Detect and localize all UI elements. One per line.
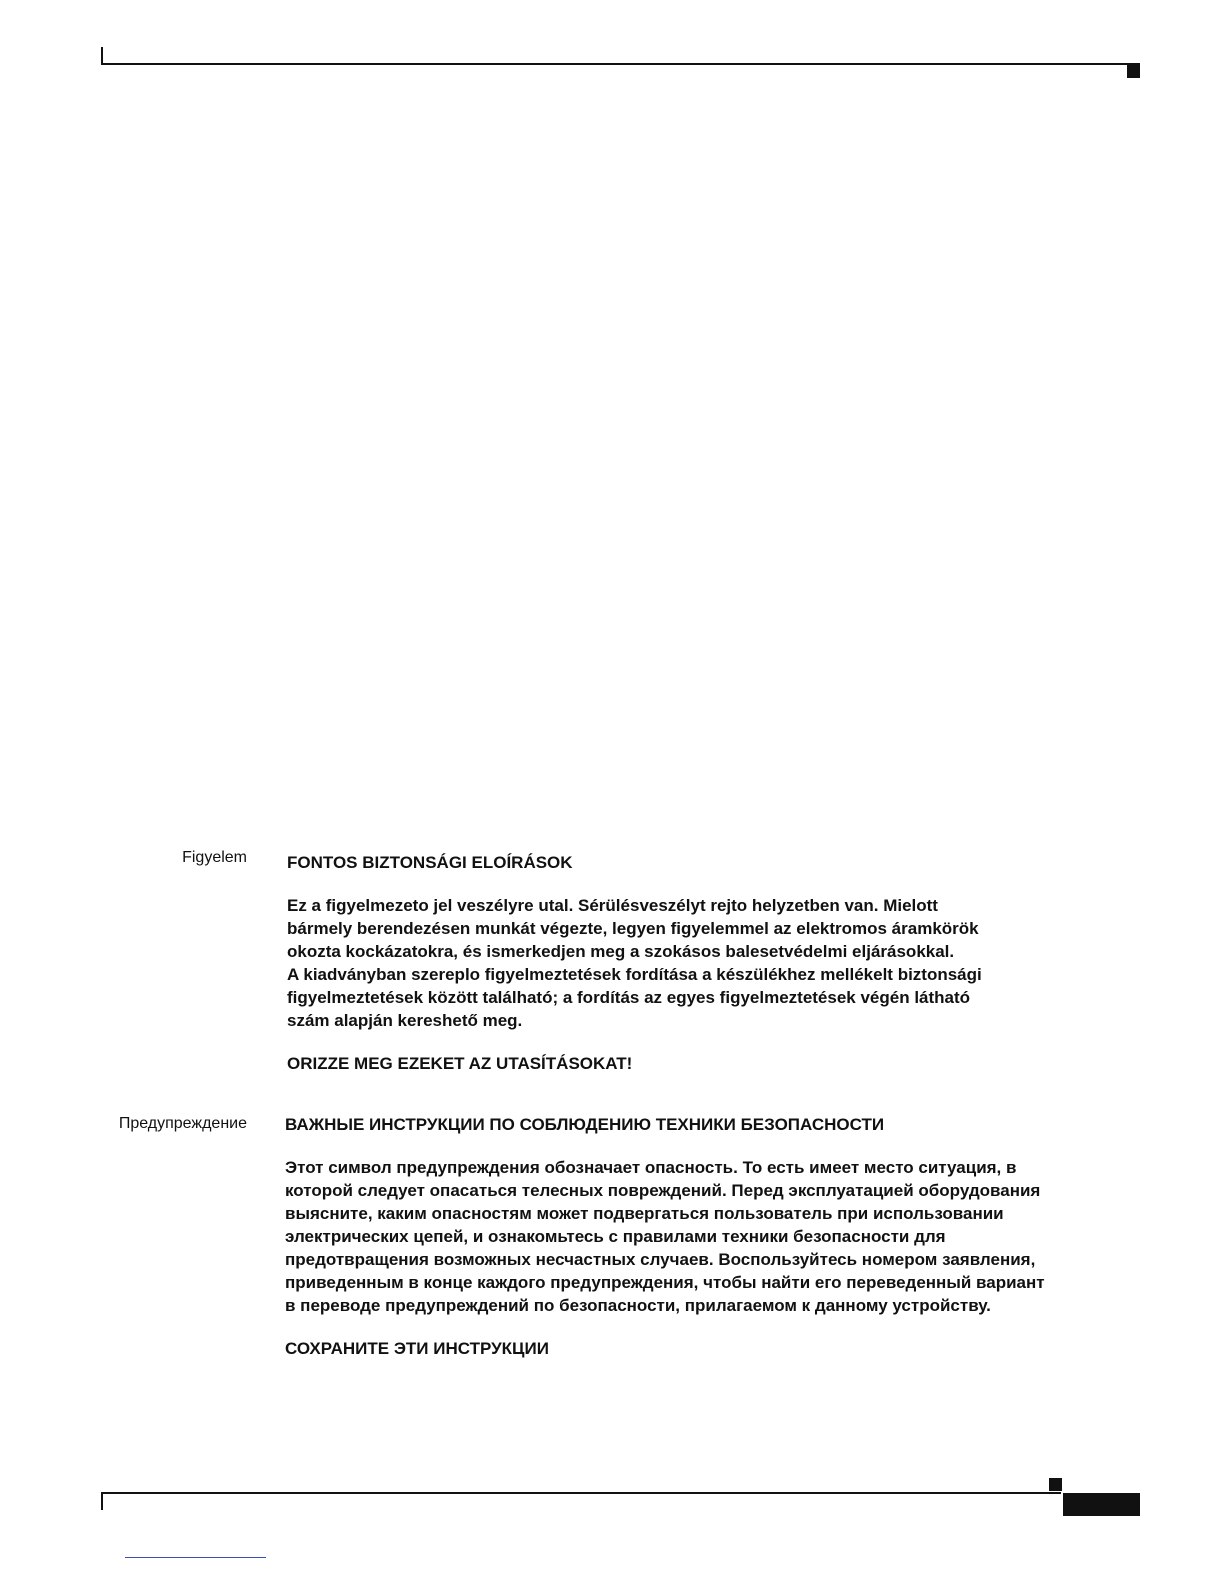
footer-tick-mark: [101, 1493, 103, 1510]
warning-footer-russian: СОХРАНИТЕ ЭТИ ИНСТРУКЦИИ: [285, 1339, 549, 1358]
header-rule: [101, 63, 1140, 65]
warning-paragraph-hungarian: [287, 894, 1137, 1032]
text-line: приведенным в конце каждого предупреждения, чтобы найти его переведенный вариант: [285, 1273, 1045, 1292]
text-line: электрических цепей, и ознакомьтесь с правилами техники безопасности для: [285, 1227, 946, 1246]
warning-block-russian: [285, 1113, 1135, 1360]
warning-footer-hungarian: ORIZZE MEG EZEKET AZ UTASÍTÁSOKAT!: [287, 1054, 633, 1073]
warning-block-hungarian: [287, 851, 1137, 1075]
text-line: предотвращения возможных несчастных случаев. Воспользуйтесь номером заявления,: [285, 1250, 1036, 1269]
text-line: okozta kockázatokra, és ismerkedjen meg a szokásos balesetvédelmi eljárásokkal.: [287, 942, 955, 961]
text-line: выясните, каким опасностям может подвергаться пользователь при использовании: [285, 1204, 1004, 1223]
text-line: которой следует опасаться телесных повреждений. Перед эксплуатацией оборудования: [285, 1181, 1041, 1200]
footer-link-underline: [125, 1557, 266, 1558]
footer-rule: [101, 1492, 1061, 1494]
text-line: Ez a figyelmezeto jel veszélyre utal. Sérülésveszélyt rejto helyzetben van. Mielott: [287, 896, 938, 915]
header-tick-mark: [101, 47, 103, 64]
footer-page-number-block: [1063, 1493, 1140, 1516]
warning-label-hungarian: Figyelem: [182, 849, 247, 866]
warning-title-russian: ВАЖНЫЕ ИНСТРУКЦИИ ПО СОБЛЮДЕНИЮ ТЕХНИКИ БЕЗОПАСНОСТИ: [285, 1115, 885, 1134]
text-line: bármely berendezésen munkát végezte, legyen figyelemmel az elektromos áramkörök: [287, 919, 979, 938]
text-line: Этот символ предупреждения обозначает опасность. То есть имеет место ситуация, в: [285, 1158, 1017, 1177]
text-line: szám alapján kereshető meg.: [287, 1011, 523, 1030]
warning-title-hungarian: FONTOS BIZTONSÁGI ELOÍRÁSOK: [287, 853, 573, 872]
warning-label-russian: Предупреждение: [118, 1115, 247, 1132]
text-line: в переводе предупреждений по безопасности, прилагаемом к данному устройству.: [285, 1296, 991, 1315]
header-corner-square: [1127, 65, 1140, 78]
warning-paragraph-russian: [285, 1156, 1135, 1317]
footer-corner-square: [1049, 1478, 1062, 1491]
text-line: A kiadványban szereplo figyelmeztetések fordítása a készülékhez mellékelt biztonsági: [287, 965, 982, 984]
text-line: figyelmeztetések között található; a fordítás az egyes figyelmeztetések végén látható: [287, 988, 971, 1007]
